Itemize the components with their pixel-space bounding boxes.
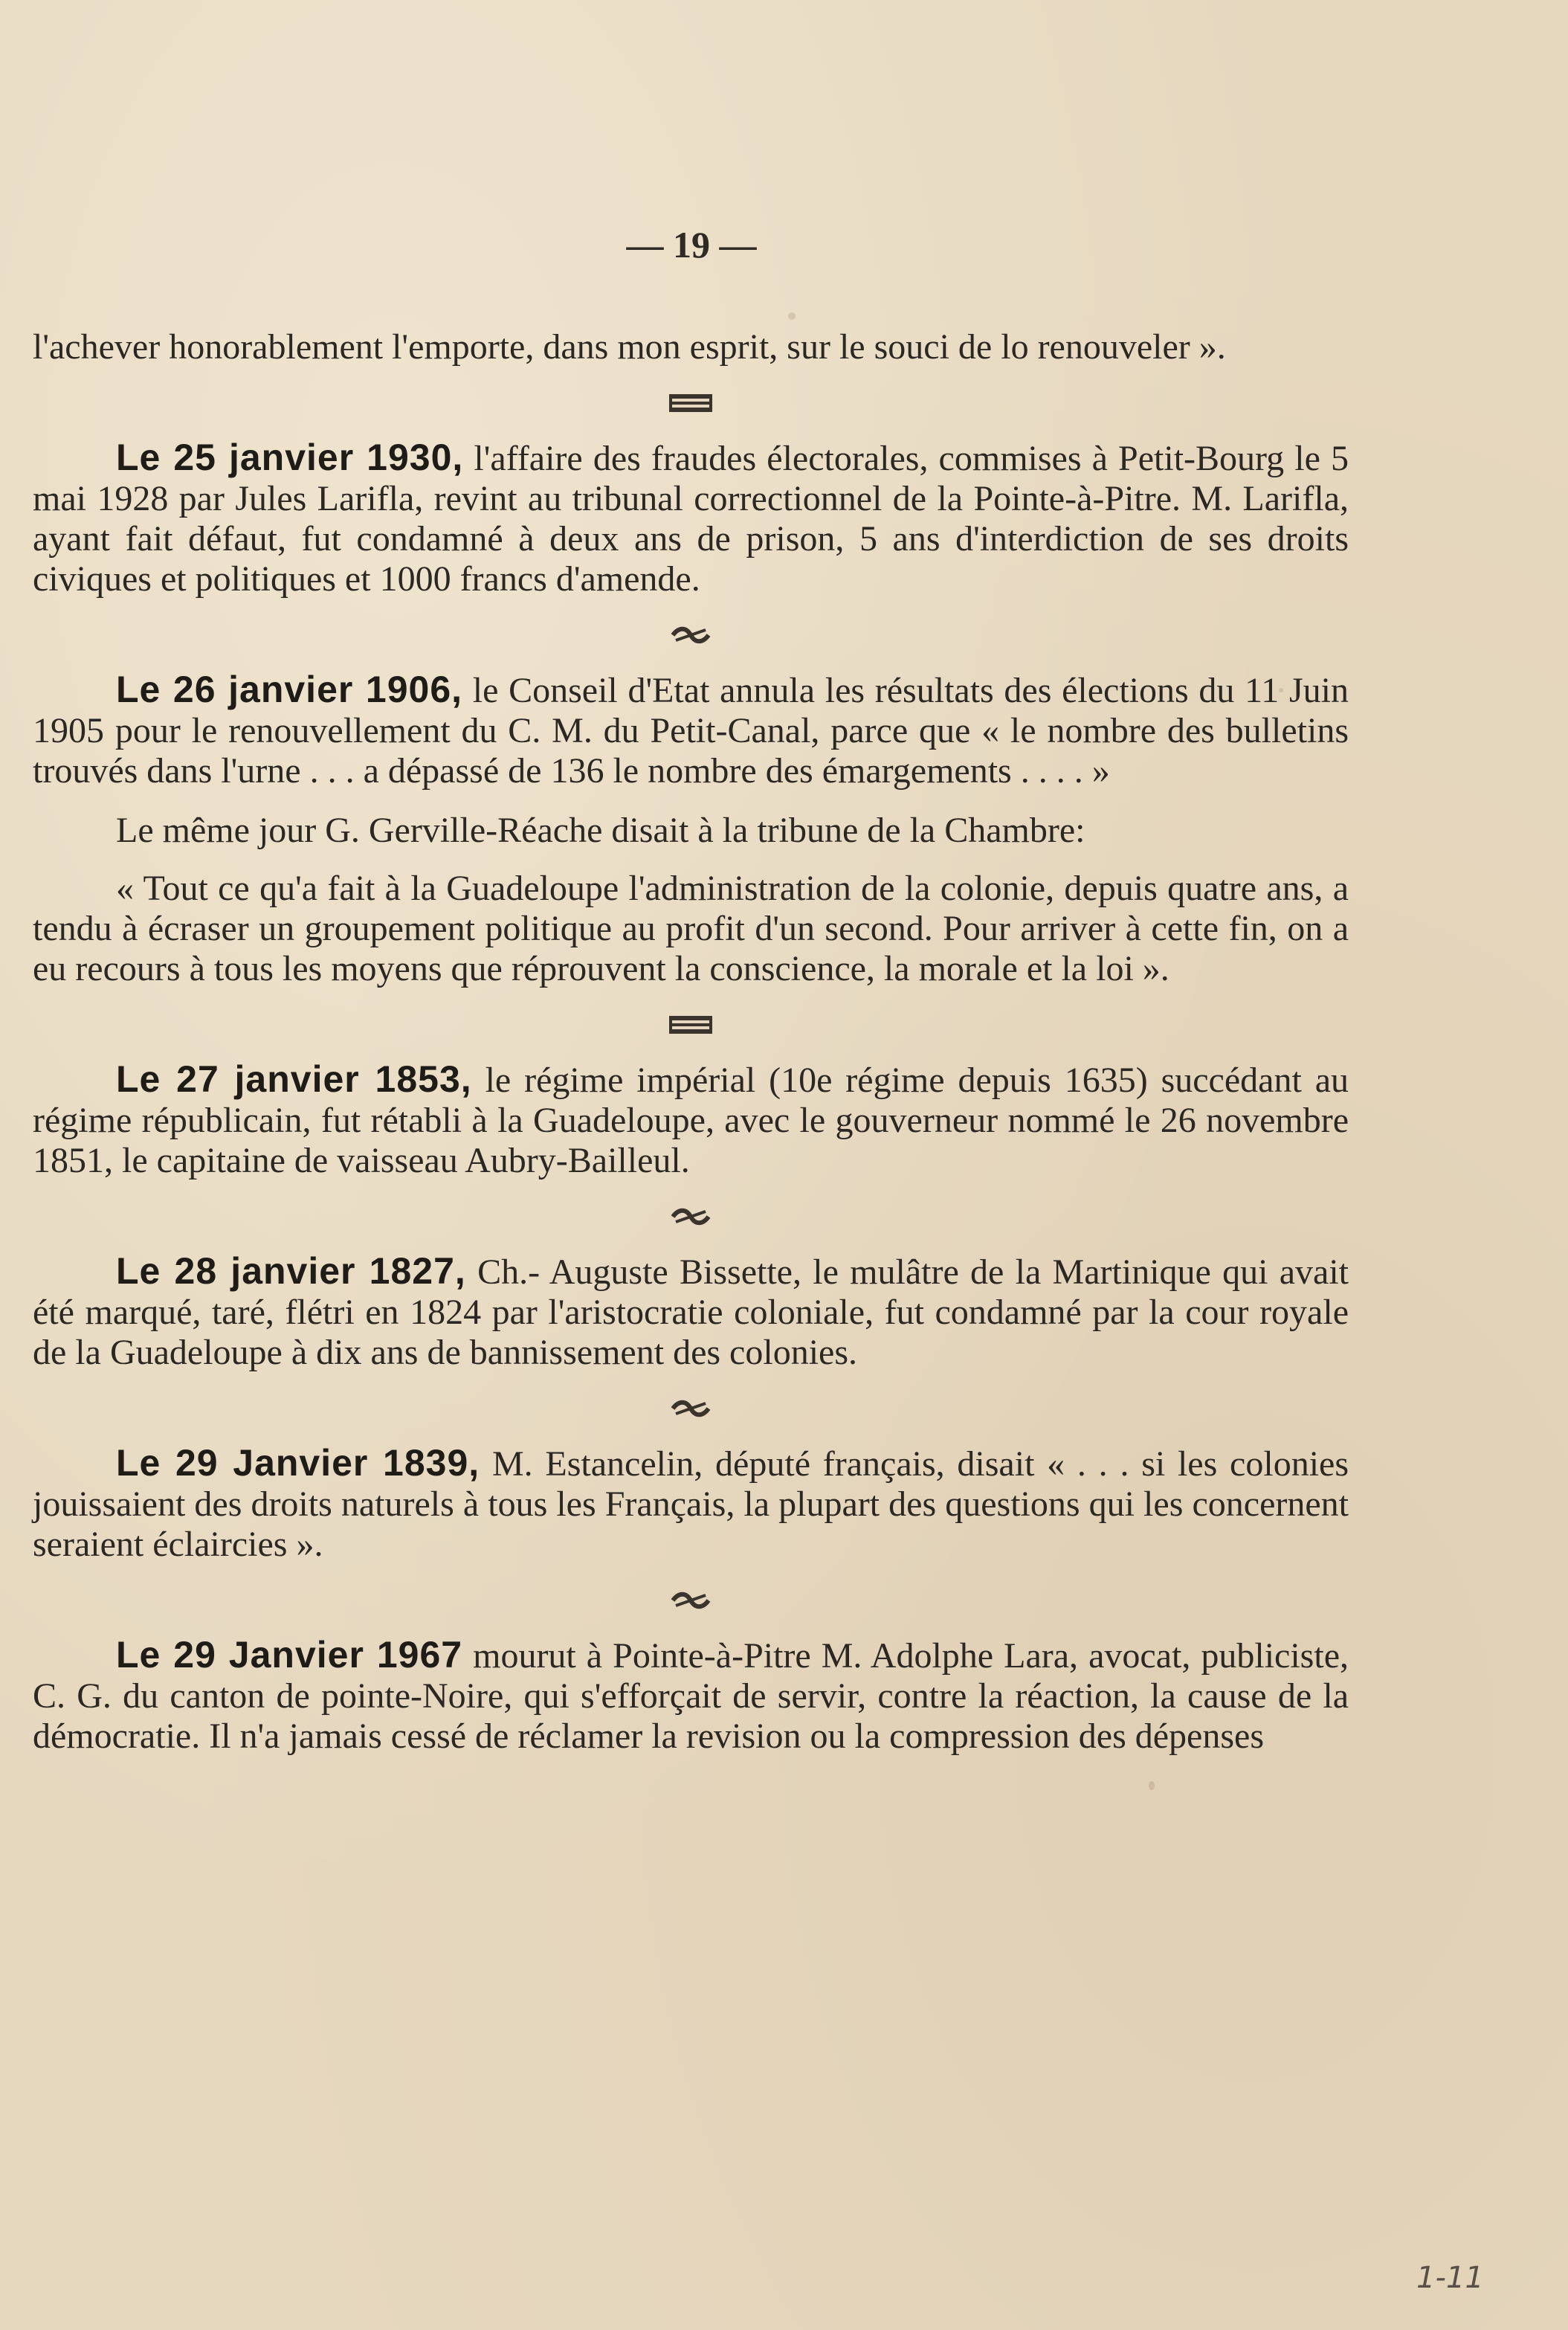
- entry-date: Le 26 janvier 1906,: [116, 669, 463, 710]
- entry-1827: [33, 1251, 1349, 1373]
- entry-date: Le 28 janvier 1827,: [116, 1250, 466, 1292]
- ornament-icon: [668, 1397, 713, 1420]
- entry-date: Le 29 Janvier 1839,: [116, 1442, 480, 1484]
- ornament-icon: [668, 1589, 713, 1612]
- ornament-icon: [668, 1206, 713, 1228]
- ornament-icon: [665, 1013, 717, 1037]
- entry-text: mourut à Pointe-à-Pitre M. Adolphe Lara, avocat, publiciste, C. G. du canton de pointe-Noire, qui s'efforçait de servir, contre la réaction, la cause de la démocratie. Il n'a jamais cessé de réclamer la revision ou la compression des dépenses: [33, 1636, 1349, 1756]
- quote-paragraph: « Tout ce qu'a fait à la Guadeloupe l'administration de la colonie, depuis quatre ans, a tendu à écraser un groupement politique au profit d'un second. Pour arriver à cette fin, on a eu recours à tous les moyens que réprouvent la conscience, la morale et la loi ».: [33, 869, 1349, 988]
- separator-ornament: [33, 1583, 1349, 1612]
- entry-text: le régime impérial (10e régime depuis 1635) succédant au régime républicain, fut rétabli à la Guadeloupe, avec le gouverneur nommé le 26 novembre 1851, le capitaine de vaisseau Aubry-Bailleul.: [33, 1061, 1349, 1180]
- entry-1853: [33, 1059, 1349, 1181]
- margin-annotation: 1-11: [1416, 2261, 1484, 2295]
- entry-1906: [33, 669, 1349, 989]
- entry-1967: [33, 1635, 1349, 1757]
- entry-date: Le 27 janvier 1853,: [116, 1058, 472, 1100]
- separator-ornament: [33, 617, 1349, 647]
- entry-1930: [33, 437, 1349, 599]
- entry-text: M. Estancelin, député français, disait « . . . si les colonies jouissaient des droits naturels à tous les Français, la plupart des questions qui les concernent seraient éclaircies ».: [33, 1444, 1349, 1564]
- separator-ornament: [33, 1199, 1349, 1229]
- entry-text: Ch.- Auguste Bissette, le mulâtre de la Martinique qui avait été marqué, taré, flétri en 1824 par l'aristocratie coloniale, fut condamné par la cour royale de la Guadeloupe à dix ans de bannissement des colonies.: [33, 1252, 1349, 1372]
- entry-date: Le 29 Janvier 1967: [116, 1634, 463, 1676]
- entry-1839: [33, 1443, 1349, 1565]
- paper-spot: [788, 312, 796, 320]
- document-body: [33, 327, 1349, 1757]
- paper-spot: [1149, 1781, 1155, 1790]
- separator-ornament: [33, 1391, 1349, 1420]
- entry-text: l'affaire des fraudes électorales, commises à Petit-Bourg le 5 mai 1928 par Jules Larifla, revint au tribunal correctionnel de la Pointe-à-Pitre. M. Larifla, ayant fait défaut, fut condamné à deux ans de prison, 5 ans d'interdiction de ses droits civiques et politiques et 1000 francs d'amende.: [33, 439, 1349, 599]
- separator-ornament: [33, 385, 1349, 415]
- entry-date: Le 25 janvier 1930,: [116, 437, 464, 478]
- ornament-icon: [665, 391, 717, 415]
- opening-paragraph: l'achever honorablement l'emporte, dans mon esprit, sur le souci de lo renouveler ».: [33, 327, 1226, 367]
- page-number: — 19 —: [626, 224, 757, 265]
- separator-ornament: [33, 1007, 1349, 1037]
- ornament-icon: [668, 624, 713, 646]
- entry-text: le Conseil d'Etat annula les résultats des élections du 11 Juin 1905 pour le renouvellement du C. M. du Petit-Canal, parce que « le nombre des bulletins trouvés dans l'urne . . . a dépassé de 136 le nombre des émargements . . . . »: [33, 671, 1349, 791]
- same-day-paragraph: Le même jour G. Gerville-Réache disait à la tribune de la Chambre:: [116, 811, 1085, 850]
